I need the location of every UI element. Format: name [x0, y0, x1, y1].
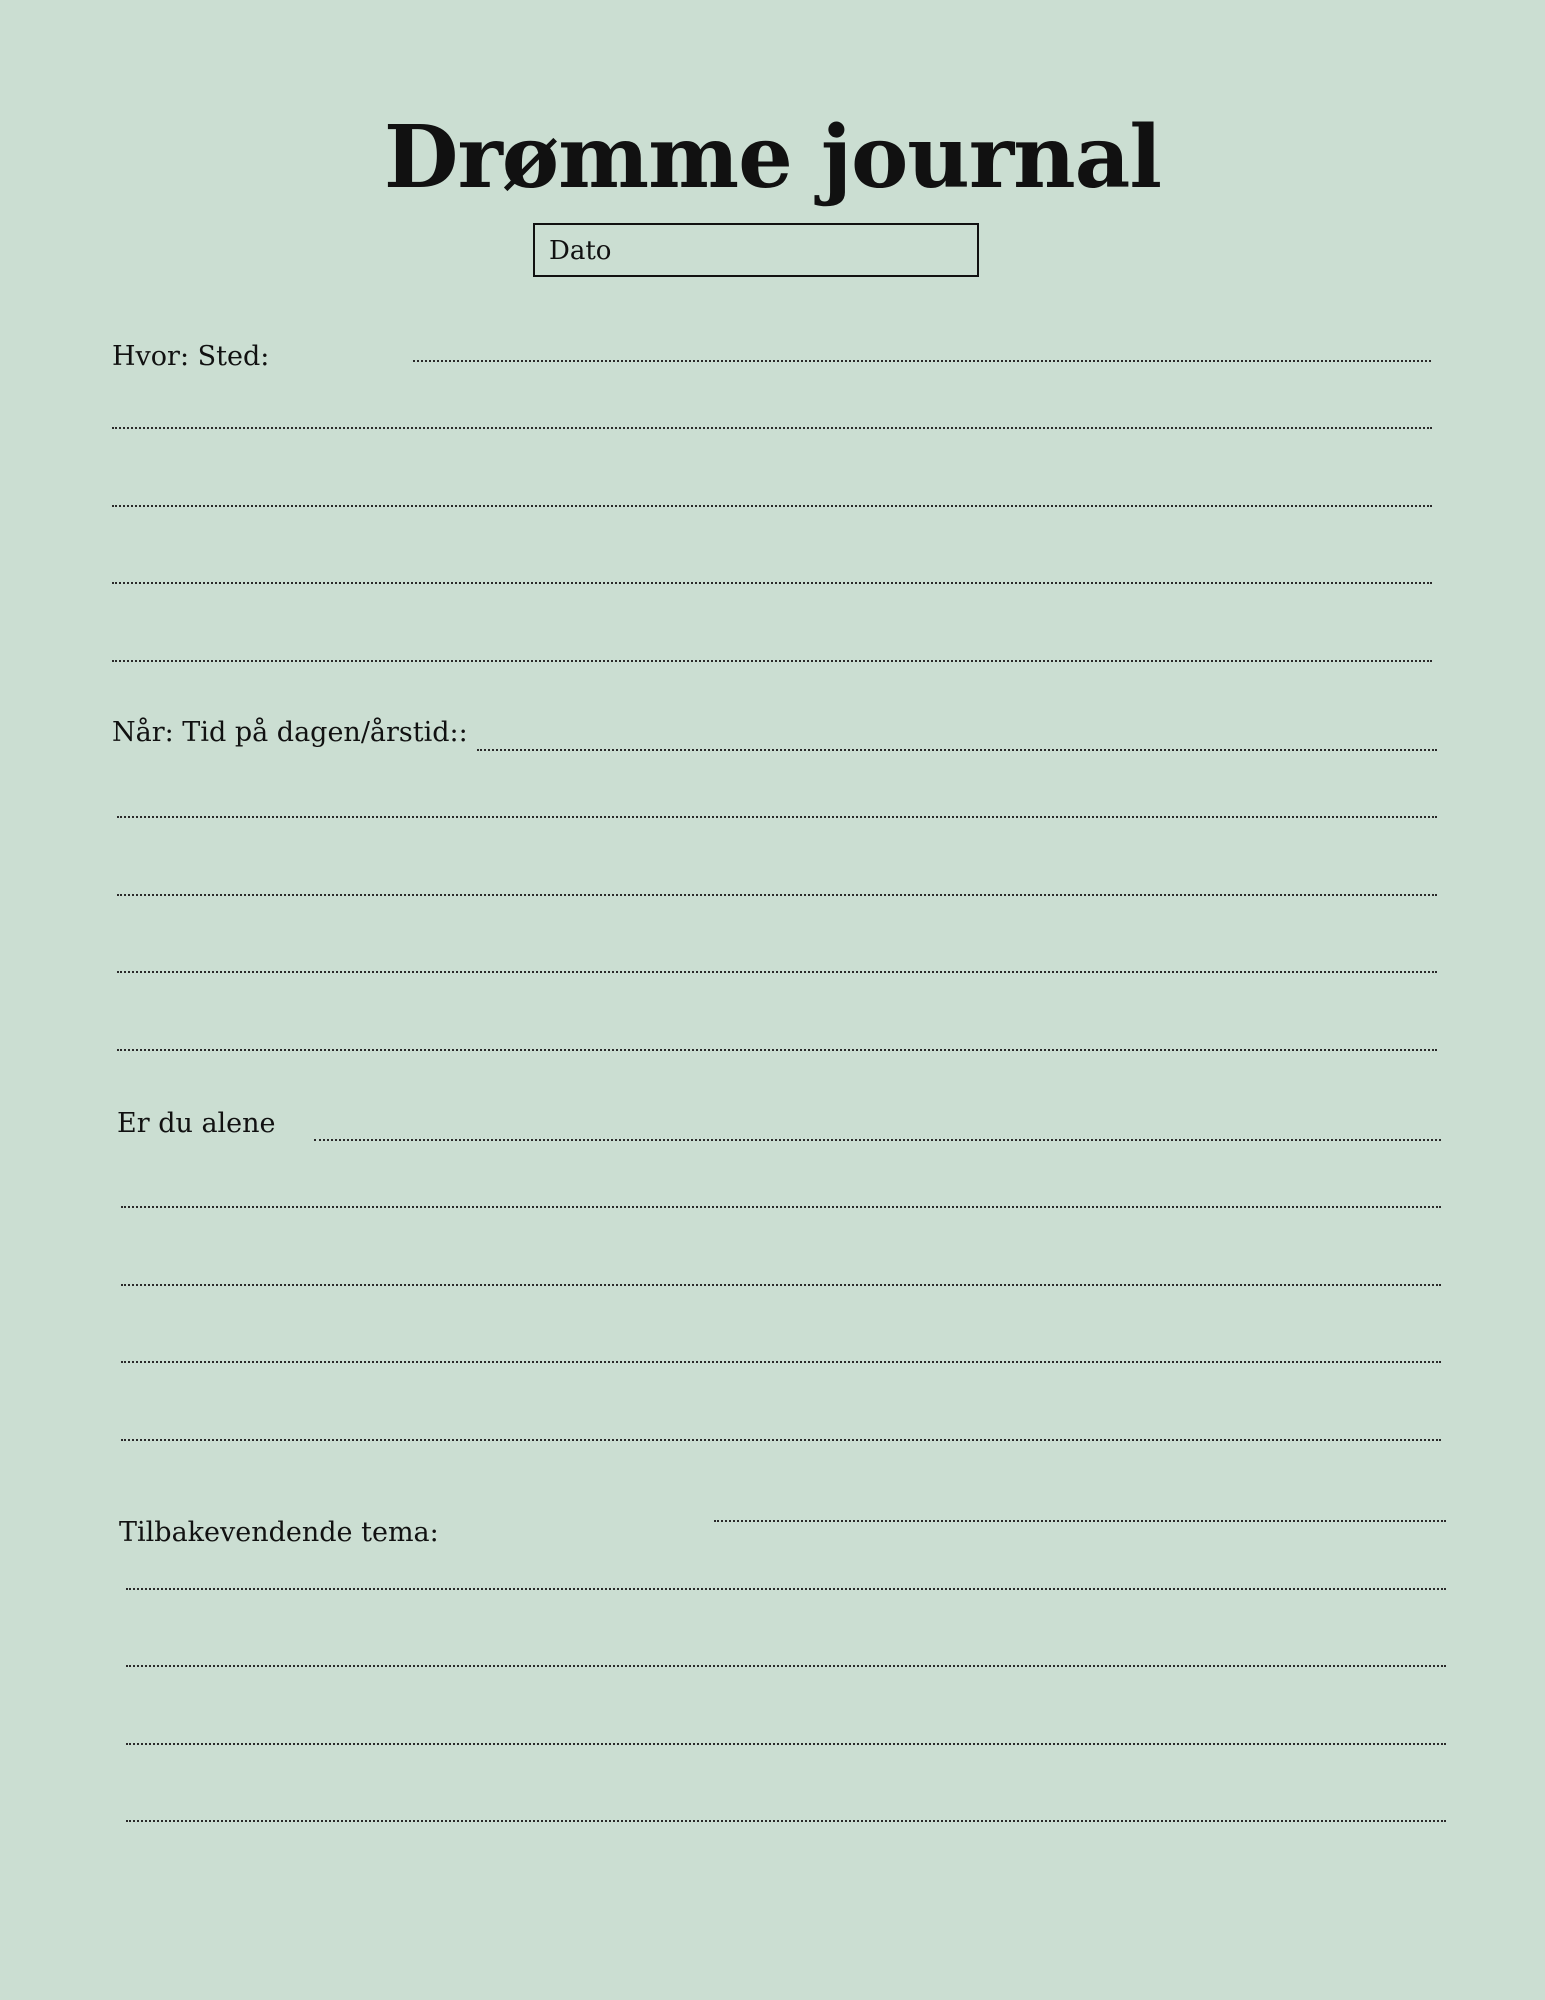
section-label-recurring-theme: Tilbakevendende tema:: [119, 1517, 439, 1548]
answer-line[interactable]: [112, 427, 1432, 429]
section-label-where: Hvor: Sted:: [112, 341, 270, 372]
answer-line[interactable]: [112, 505, 1432, 507]
answer-line[interactable]: [121, 1361, 1441, 1363]
page-title: Drømme journal: [383, 107, 1162, 208]
answer-line[interactable]: [112, 582, 1432, 584]
answer-line[interactable]: [121, 1206, 1441, 1208]
answer-line[interactable]: [121, 1439, 1441, 1441]
answer-line[interactable]: [117, 816, 1437, 818]
date-field[interactable]: [533, 223, 979, 277]
answer-line[interactable]: [477, 749, 1437, 751]
answer-line[interactable]: [126, 1743, 1446, 1745]
answer-line[interactable]: [121, 1284, 1441, 1286]
answer-line[interactable]: [112, 660, 1432, 662]
answer-line[interactable]: [117, 971, 1437, 973]
answer-line[interactable]: [413, 360, 1431, 362]
date-label: Dato: [549, 236, 612, 266]
section-label-alone: Er du alene: [117, 1108, 276, 1139]
answer-line[interactable]: [126, 1588, 1446, 1590]
answer-line[interactable]: [314, 1139, 1441, 1141]
answer-line[interactable]: [117, 1049, 1437, 1051]
answer-line[interactable]: [117, 894, 1437, 896]
answer-line[interactable]: [714, 1520, 1446, 1522]
answer-line[interactable]: [126, 1820, 1446, 1822]
section-label-when: Når: Tid på dagen/årstid::: [112, 717, 468, 748]
answer-line[interactable]: [126, 1665, 1446, 1667]
